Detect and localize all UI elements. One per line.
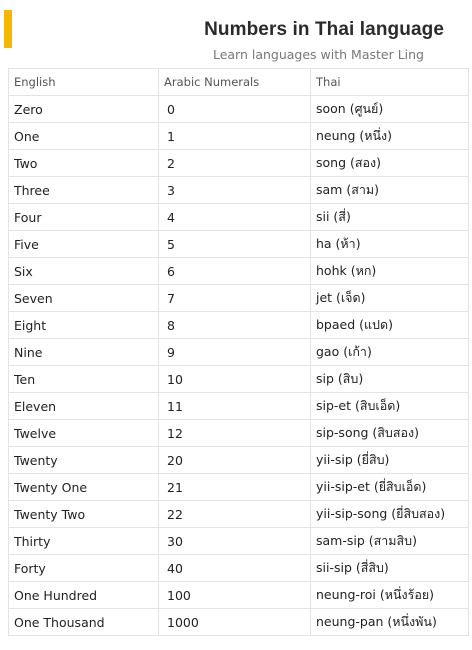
cell-thai: song (สอง) — [311, 150, 469, 177]
cell-arabic: 4 — [159, 204, 311, 231]
cell-arabic: 0 — [159, 96, 311, 123]
cell-arabic: 6 — [159, 258, 311, 285]
cell-thai: sip (สิบ) — [311, 366, 469, 393]
table-row — [9, 609, 469, 636]
cell-thai: sip-song (สิบสอง) — [311, 420, 469, 447]
table-row — [9, 150, 469, 177]
table-row — [9, 582, 469, 609]
cell-english: Ten — [9, 366, 159, 393]
page-subtitle: Learn languages with Master Ling — [212, 47, 424, 62]
cell-arabic: 7 — [159, 285, 311, 312]
cell-thai: yii-sip (ยี่สิบ) — [311, 447, 469, 474]
table-header-row — [9, 69, 469, 96]
cell-arabic: 22 — [159, 501, 311, 528]
table-body — [9, 96, 469, 636]
cell-thai: yii-sip-song (ยี่สิบสอง) — [311, 501, 469, 528]
cell-thai: ha (ห้า) — [311, 231, 469, 258]
table-row — [9, 393, 469, 420]
cell-thai: sii (สี่) — [311, 204, 469, 231]
cell-arabic: 40 — [159, 555, 311, 582]
table-row — [9, 312, 469, 339]
table-row — [9, 420, 469, 447]
cell-thai: sam (สาม) — [311, 177, 469, 204]
table-row — [9, 447, 469, 474]
table-row — [9, 123, 469, 150]
cell-arabic: 10 — [159, 366, 311, 393]
cell-english: Twenty One — [9, 474, 159, 501]
cell-english: One Thousand — [9, 609, 159, 636]
cell-thai: bpaed (แปด) — [311, 312, 469, 339]
table-row — [9, 258, 469, 285]
page-title: Numbers in Thai language — [204, 19, 444, 40]
cell-arabic: 12 — [159, 420, 311, 447]
table-row — [9, 528, 469, 555]
cell-arabic: 30 — [159, 528, 311, 555]
cell-thai: sip-et (สิบเอ็ด) — [311, 393, 469, 420]
table-row — [9, 366, 469, 393]
cell-english: Twenty Two — [9, 501, 159, 528]
cell-thai: yii-sip-et (ยี่สิบเอ็ด) — [311, 474, 469, 501]
table-row — [9, 204, 469, 231]
cell-thai: neung-roi (หนึ่งร้อย) — [311, 582, 469, 609]
table-row — [9, 285, 469, 312]
table-row — [9, 555, 469, 582]
cell-thai: neung-pan (หนึ่งพัน) — [311, 609, 469, 636]
column-header-arabic: Arabic Numerals — [159, 69, 311, 96]
cell-english: Twelve — [9, 420, 159, 447]
cell-arabic: 1 — [159, 123, 311, 150]
cell-thai: sii-sip (สี่สิบ) — [311, 555, 469, 582]
cell-thai: jet (เจ็ด) — [311, 285, 469, 312]
column-header-thai: Thai — [311, 69, 469, 96]
cell-english: One Hundred — [9, 582, 159, 609]
table-row — [9, 231, 469, 258]
cell-arabic: 20 — [159, 447, 311, 474]
cell-english: Six — [9, 258, 159, 285]
cell-english: Forty — [9, 555, 159, 582]
cell-english: Two — [9, 150, 159, 177]
cell-english: Four — [9, 204, 159, 231]
cell-arabic: 5 — [159, 231, 311, 258]
cell-english: Twenty — [9, 447, 159, 474]
cell-arabic: 8 — [159, 312, 311, 339]
header — [0, 0, 472, 68]
table-row — [9, 96, 469, 123]
numbers-table — [8, 68, 469, 636]
numbers-table-container — [8, 68, 468, 636]
cell-arabic: 3 — [159, 177, 311, 204]
cell-arabic: 21 — [159, 474, 311, 501]
column-header-english: English — [9, 69, 159, 96]
cell-english: Thirty — [9, 528, 159, 555]
cell-arabic: 11 — [159, 393, 311, 420]
cell-thai: hohk (หก) — [311, 258, 469, 285]
table-row — [9, 339, 469, 366]
cell-arabic: 100 — [159, 582, 311, 609]
cell-thai: soon (ศูนย์) — [311, 96, 469, 123]
cell-english: Eight — [9, 312, 159, 339]
cell-arabic: 1000 — [159, 609, 311, 636]
cell-english: Seven — [9, 285, 159, 312]
cell-english: Eleven — [9, 393, 159, 420]
cell-arabic: 9 — [159, 339, 311, 366]
cell-english: Three — [9, 177, 159, 204]
cell-english: Zero — [9, 96, 159, 123]
table-row — [9, 501, 469, 528]
cell-english: Nine — [9, 339, 159, 366]
cell-thai: neung (หนึ่ง) — [311, 123, 469, 150]
cell-english: One — [9, 123, 159, 150]
cell-thai: gao (เก้า) — [311, 339, 469, 366]
table-row — [9, 177, 469, 204]
table-row — [9, 474, 469, 501]
cell-arabic: 2 — [159, 150, 311, 177]
cell-thai: sam-sip (สามสิบ) — [311, 528, 469, 555]
cell-english: Five — [9, 231, 159, 258]
